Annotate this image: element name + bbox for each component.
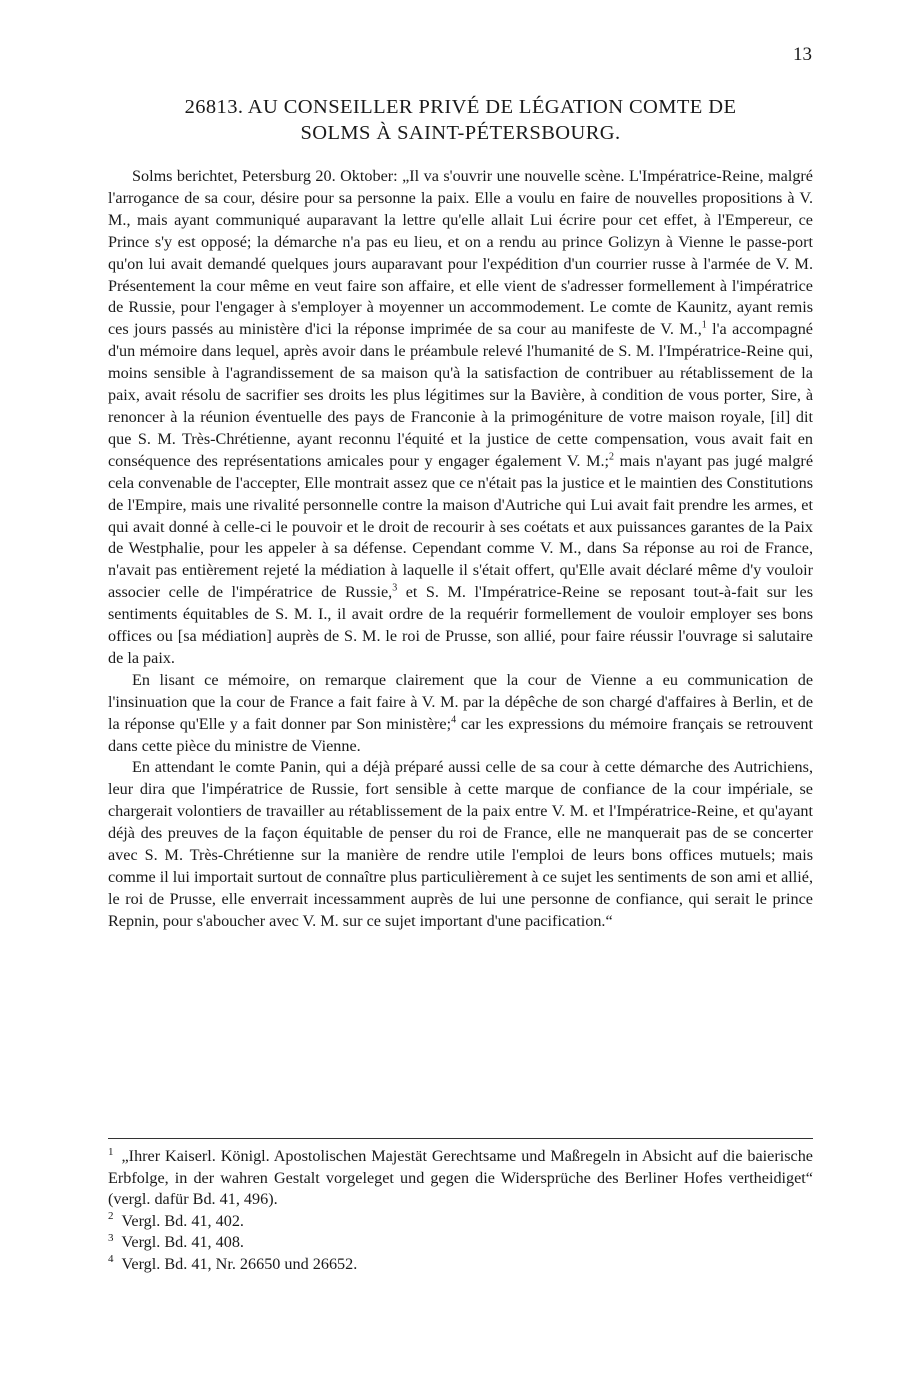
footnote-ref: 3 <box>392 582 398 594</box>
text-segment: Solms berichtet, Petersburg 20. Oktober: „Il va s'ouvrir une nouvelle scène. L'Impératrice-Reine, malgré l'arrogance de sa cour, désire pour sa personne la paix. Elle a voulu en faire de nouvelles propositions à V. M., mais ayant communiqué auparavant la lettre qu'elle allait Lui écrire pour cet effet, à l'Empereur, ce Prince s'y est opposé; la démarche n'a pas eu lieu, et on a rendu au prince Golizyn à Vienne le passe-port qu'on lui avait demandé quelques jours auparavant pour l'expédition d'un courrier russe à l'armée de V. M. Présentement la cour même en veut faire son affaire, et elle vient de s'adresser formellement à l'impératrice de Russie, pour l'engager à s'employer à moyenner un accommodement. Le comte de Kaunitz, ayant remis ces jours passés au ministère d'ici la réponse imprimée de sa cour au manifeste de V. M., <box>108 167 813 339</box>
footnote-number: 4 <box>108 1253 114 1266</box>
title-line-2: SOLMS À SAINT-PÉTERSBOURG. <box>300 122 621 144</box>
paragraph <box>108 757 813 932</box>
footnote-divider <box>108 1138 813 1139</box>
body-text <box>108 166 813 933</box>
footnote-text: „Ihrer Kaiserl. Königl. Apostolischen Majestät Gerechtsame und Maßregeln in Absicht auf die baierische Erbfolge, in der wahren Gestalt vorgeleget und gegen die Widersprüche des Berliner Hofes vertheidiget“ (vergl. dafür Bd. 41, 496). <box>108 1147 813 1208</box>
text-segment: En attendant le comte Panin, qui a déjà préparé aussi celle de sa cour à cette démarche des Autrichiens, leur dira que l'impératrice de Russie, fort sensible à cette marque de confiance de la cour impériale, se chargerait volontiers de travailler au rétablissement de la paix entre V. M. et l'Impératrice-Reine, et qu'ayant déjà des preuves de la façon équitable de penser du roi de France, elle ne manquerait pas de se concerter avec S. M. Très-Chrétienne sur la manière de rendre utile l'emploi de leurs bons offices mutuels; mais comme il lui importait surtout de connaître plus particulièrement à ce sujet les sentiments de son ami et allié, le roi de Prusse, elle enverrait incessamment auprès de lui une personne de confiance, qui serait le prince Repnin, pour s'aboucher avec V. M. sur ce sujet important d'une pacification.“ <box>108 758 813 930</box>
text-segment: mais n'ayant pas jugé malgré cela convenable de l'accepter, Elle montrait assez que ce n'était pas la justice et le maintien des Constitutions de l'Empire, mais une rivalité personnelle contre la maison d'Autriche qui Lui avait fait prendre les armes, et qui avait donné à celle-ci le pouvoir et le droit de recourir à ses coétats et aux puissances garantes de la Paix de Westphalie, pour les appeler à sa défense. Cependant comme V. M., dans Sa réponse au roi de France, n'avait pas entièrement rejeté la médiation à laquelle il s'était offert, qu'Elle avait déclaré même d'y vouloir associer celle de l'impératrice de Russie, <box>108 451 814 602</box>
text-segment: car les expressions du mémoire français se retrouvent dans cette pièce du ministre de Vienne. <box>108 714 813 755</box>
footnote-number: 3 <box>108 1231 114 1244</box>
text-segment: En lisant ce mémoire, on remarque clairement que la cour de Vienne a eu communication de l'insinuation que la cour de France a fait faire à V. M. par la dépêche de son chargé d'affaires à Berlin, et de la réponse qu'Elle y a fait donner par Son ministère; <box>108 670 813 733</box>
footnote-number: 2 <box>108 1210 114 1223</box>
footnote-text: Vergl. Bd. 41, 408. <box>121 1233 244 1251</box>
page-number: 13 <box>793 44 812 65</box>
footnote <box>108 1254 813 1276</box>
footnote <box>108 1146 813 1211</box>
paragraph <box>108 670 813 758</box>
paragraph <box>108 166 813 670</box>
footnote <box>108 1211 813 1233</box>
footnote-text: Vergl. Bd. 41, Nr. 26650 und 26652. <box>121 1254 358 1273</box>
footnote-number: 1 <box>108 1145 114 1158</box>
footnote-ref: 2 <box>609 451 615 463</box>
footnote-text: Vergl. Bd. 41, 402. <box>121 1211 244 1230</box>
text-segment: et S. M. l'Impératrice-Reine se reposant tout-à-fait sur les sentiments équitables de S. M. I., il avait ordre de la requérir formellement de vouloir employer ses bons offices ou [sa médiation] auprès de S. M. le roi de Prusse, son allié, pour faire réussir l'ouvrage si salutaire de la paix. <box>108 583 813 667</box>
footnote <box>108 1232 813 1254</box>
title-line-1: 26813. AU CONSEILLER PRIVÉ DE LÉGATION COMTE DE <box>184 96 737 118</box>
text-segment: l'a accompagné d'un mémoire dans lequel, après avoir dans le préambule relevé l'humanité de S. M. l'Impératrice-Reine qui, moins sensible à l'agrandissement de sa maison qu'à la satisfaction de contribuer au rétablissement de la paix, avait résolu de sacrifier ses droits les plus légitimes sur la Bavière, à condition de vous porter, Sire, à renoncer à la réunion éventuelle des pays de Franconie à la primogéniture de votre maison royale, [il] dit que S. M. Très-Chrétienne, ayant reconnu l'équité et la justice de cette compensation, vous avait fait en conséquence des représentations amicales pour y engager également V. M.; <box>108 320 813 470</box>
footnote-ref: 4 <box>451 714 457 726</box>
document-title <box>108 94 813 146</box>
footnote-ref: 1 <box>701 319 707 331</box>
footnotes <box>108 1146 813 1275</box>
